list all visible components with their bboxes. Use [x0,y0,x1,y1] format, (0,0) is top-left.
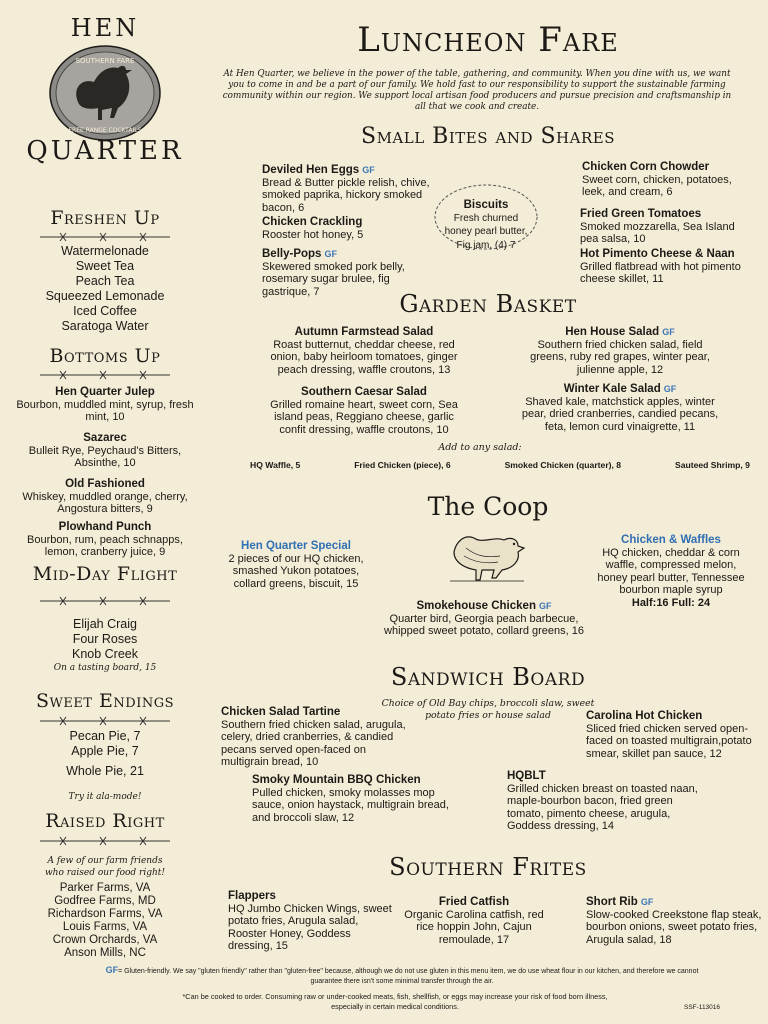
item-name: Flappers [228,890,276,902]
sidebar [0,0,210,1024]
southern-frites-title: Southern Frites [389,853,587,881]
page-title: Luncheon Fare [357,20,619,60]
list-item: Parker Farms, VA [59,882,151,894]
list-item: Knob Creek [71,647,138,661]
garden-basket-title: Garden Basket [399,290,577,318]
gf-badge: GF [324,249,337,259]
addon-item: Sauteed Shrimp, 9 [674,460,750,470]
drink-desc: Bourbon, rum, peach schnapps, lemon, cranberry juice, 9 [27,533,183,558]
item-desc: Grilled chicken breast on toasted naan, maple-bourbon bacon, fried green tomato, pimento cheese, arugula, Goddess dressing, 14 [507,782,698,832]
list-item: Pecan Pie, 7 [69,729,141,743]
menu-item-kale-salad [520,383,720,433]
list-item: Peach Tea [75,274,135,288]
item-name: Chicken Crackling [262,216,363,228]
menu-item-house-salad [520,326,720,376]
item-desc: Skewered smoked pork belly, rosemary sugar brulee, fig gastrique, 7 [262,260,405,298]
barbed-wire-divider [40,232,170,242]
menu-item-bbq-chicken [252,774,456,824]
list-item: Four Roses [72,632,138,646]
item-name: Smokehouse Chicken [416,600,536,612]
item-name: Winter Kale Salad [563,383,661,395]
drink-item [10,432,200,470]
item-name: Smoky Mountain BBQ Chicken [252,774,421,786]
freshen-up-title: Freshen Up [50,207,160,229]
item-name: Chicken & Waffles [621,534,721,546]
list-item: Godfree Farms, MD [54,895,156,907]
item-name: Chicken Salad Tartine [221,706,341,718]
list-item: Anson Mills, NC [64,947,146,959]
item-desc: Rooster hot honey, 5 [262,228,364,241]
list-item: Apple Pie, 7 [71,744,139,758]
item-name: Hot Pimento Cheese & Naan [580,248,735,260]
item-name: Autumn Farmstead Salad [294,326,434,338]
mid-day-flight-list [0,617,210,674]
item-desc: Fresh churned honey pearl butter, Fig jam, (4) 7 [444,212,528,251]
drink-name: Old Fashioned [65,478,145,490]
menu-code: SSF-113016 [684,1004,721,1011]
menu-item-autumn-salad [266,326,462,376]
item-desc: Smoked mozzarella, Sea Island pea salsa, 10 [580,220,735,245]
list-item: Sweet Tea [75,259,135,273]
drink-desc: Bulleit Rye, Peychaud's Bitters, Absinthe, 10 [28,444,182,469]
item-name: Chicken Corn Chowder [582,161,710,173]
item-desc: Organic Carolina catfish, red rice hoppin John, Cajun remoulade, 17 [404,908,544,946]
sweet-endings-list [0,729,210,759]
menu-item-smokehouse-chicken [384,600,584,638]
sandwich-board-title: Sandwich Board [390,663,586,691]
list-item: Watermelonade [61,244,149,258]
drink-desc: Whiskey, muddled orange, cherry, Angostura bitters, 9 [22,490,188,515]
list-item: Iced Coffee [73,304,137,318]
item-name: Short Rib [586,896,638,908]
item-name: Belly-Pops [262,248,322,260]
drink-name: Hen Quarter Julep [55,386,155,398]
mid-day-flight-title: Mid-Day Flight [32,563,178,585]
menu-item-fried-catfish [398,896,550,946]
sandwich-side-note: Choice of Old Bay chips, broccoli slaw, sweet potato fries or house salad [381,698,595,721]
menu-item-tartine [221,706,411,769]
barbed-wire-divider [40,716,170,726]
item-desc: Grilled flatbread with hot pimento cheese skillet, 11 [580,260,741,285]
menu-item-short-rib [586,896,762,946]
item-desc: Sweet corn, chicken, potatoes, leek, and cream, 6 [582,173,732,198]
menu-item-caesar-salad [266,386,462,436]
item-desc: Roast butternut, cheddar cheese, red onion, baby heirloom tomatoes, ginger peach dressing, waffle croutons, 13 [270,338,458,376]
menu-item-hq-special [222,540,370,590]
list-item: Richardson Farms, VA [47,908,163,920]
list-item: Louis Farms, VA [62,921,148,933]
item-name: Fried Catfish [438,896,510,908]
menu-item-hqblt [507,770,707,833]
item-prices: Half:16 Full: 24 [631,596,711,609]
menu-item-chowder [582,161,754,199]
gf-badge: GF [662,327,675,337]
the-coop-title: The Coop [427,492,549,521]
menu-item-pimento-naan [580,248,760,286]
menu-item-flappers [228,890,398,953]
small-bites-title: Small Bites and Shares [361,124,615,149]
raised-right-title: Raised Right [45,810,165,832]
addon-item: Fried Chicken (piece), 6 [354,460,451,470]
item-desc: 2 pieces of our HQ chicken, smashed Yukon potatoes, collard greens, biscuit, 15 [228,552,364,590]
gf-badge: GF [105,965,119,975]
gf-badge: GF [663,384,677,394]
item-name: HQBLT [507,770,546,782]
item-desc: Shaved kale, matchstick apples, winter pear, dried cranberries, candied pecans, feta, lemon curd vinaigrette, 11 [521,395,719,433]
add-to-salad-label: Add to any salad: [438,442,522,453]
gf-badge: GF [362,165,375,175]
hen-badge-logo [48,44,162,142]
badge-bottom-text: FREE RANGE COCKTAILS [68,127,142,134]
intro-text: At Hen Quarter, we believe in the power of the table, gathering, and community. When you dine with us, we want you to come in and be a part of our family. We hold fast to our responsibility to support the sustainable farming community within our region. We support local artisan food producers and pursue precision and craftsmanship in all that we cook and create. [222,69,732,112]
menu-item-chicken-waffles [596,534,746,609]
gluten-friendly-note [96,966,708,986]
menu-item-biscuits [440,199,532,252]
item-desc: Quarter bird, Georgia peach barbecue, whipped sweet potato, collard greens, 16 [384,612,584,637]
whole-pie: Whole Pie, 21 [66,764,144,778]
item-desc: Bread & Butter pickle relish, chive, smoked paprika, hickory smoked bacon, 6 [262,176,430,214]
drink-item [10,478,200,516]
menu-item-carolina-hot [586,710,756,760]
item-desc: Pulled chicken, smoky molasses mop sauce, onion haystack, multigrain bread, and broccoli slaw, 12 [252,786,449,824]
item-name: Biscuits [463,199,509,211]
hen-illustration-icon [446,526,528,584]
bottoms-up-title: Bottoms Up [49,345,161,367]
item-desc: Slow-cooked Creekstone flap steak, bourbon onions, sweet potato fries, Arugula salad, 18 [586,908,762,946]
list-item: Crown Orchards, VA [52,934,158,946]
item-desc: Southern fried chicken salad, arugula, celery, dried cranberries, & candied pecans served open-faced on multigrain bread, 10 [221,718,406,768]
drink-item [10,521,200,559]
item-name: Deviled Hen Eggs [262,164,360,176]
item-desc: Southern fried chicken salad, field greens, ruby red grapes, winter pear, julienne apple, 12 [530,338,710,376]
drink-name: Plowhand Punch [58,521,152,533]
item-name: Hen Quarter Special [241,540,351,552]
item-name: Southern Caesar Salad [301,386,427,398]
logo-top-text: HEN [70,14,140,42]
salad-addons [250,460,750,470]
item-desc: Sliced fried chicken served open-faced on toasted multigrain,potato smear, skillet pan sauce, 12 [586,722,752,760]
addon-item: HQ Waffle, 5 [250,460,301,470]
gf-badge: GF [539,601,552,611]
item-desc: HQ Jumbo Chicken Wings, sweet potato fries, Arugula salad, Rooster Honey, Goddess dressing, 15 [228,902,392,952]
item-name: Hen House Salad [565,326,660,338]
gf-badge: GF [640,897,654,907]
raised-right-note [0,855,210,879]
barbed-wire-divider [40,596,170,606]
item-name: Fried Green Tomatoes [580,208,702,220]
drink-item [10,386,200,424]
list-item: Saratoga Water [61,319,149,333]
logo-bottom-text: QUARTER [26,136,184,166]
item-name: Carolina Hot Chicken [586,710,703,722]
menu-item-green-tomatoes [580,208,752,246]
freshen-up-list [0,244,210,334]
list-item: Squeezed Lemonade [45,289,165,303]
note-line: A few of our farm friends [47,856,163,866]
gf-note-text: = Gluten-friendly. We say "gluten friendly" rather than "gluten-free" because, although we do not use gluten in this menu item, we do use wheat flour in our kitchen, and therefore we cannot guarantee there isn't some minimal transfer through the air. [118,968,699,985]
menu-item-deviled-eggs [262,164,432,214]
note-line: who raised our food right! [44,868,166,878]
sweet-endings-title: Sweet Endings [35,690,175,712]
barbed-wire-divider [40,370,170,380]
flight-note: On a tasting board, 15 [53,663,157,673]
addon-item: Smoked Chicken (quarter), 8 [504,460,622,470]
badge-top-text: SOUTHERN FARE [75,57,135,65]
ala-mode-note: Try it ala-mode! [68,792,142,802]
drink-desc: Bourbon, muddled mint, syrup, fresh mint, 10 [16,398,194,423]
consumption-warning: *Can be cooked to order. Consuming raw or under-cooked meats, fish, shellfish, or eggs may increase your risk of food born illness, especially in certain medical conditions. [182,992,608,1011]
farm-list [0,882,210,960]
item-desc: HQ chicken, cheddar & corn waffle, compressed melon, honey pearl butter, Tennessee bourbon maple syrup [597,546,745,596]
item-desc: Grilled romaine heart, sweet corn, Sea island peas, Reggiano cheese, garlic confit dressing, waffle croutons, 10 [270,398,458,436]
list-item: Elijah Craig [73,617,137,631]
barbed-wire-divider [40,836,170,846]
drink-name: Sazarec [83,432,127,444]
menu-item-crackling [262,216,432,241]
